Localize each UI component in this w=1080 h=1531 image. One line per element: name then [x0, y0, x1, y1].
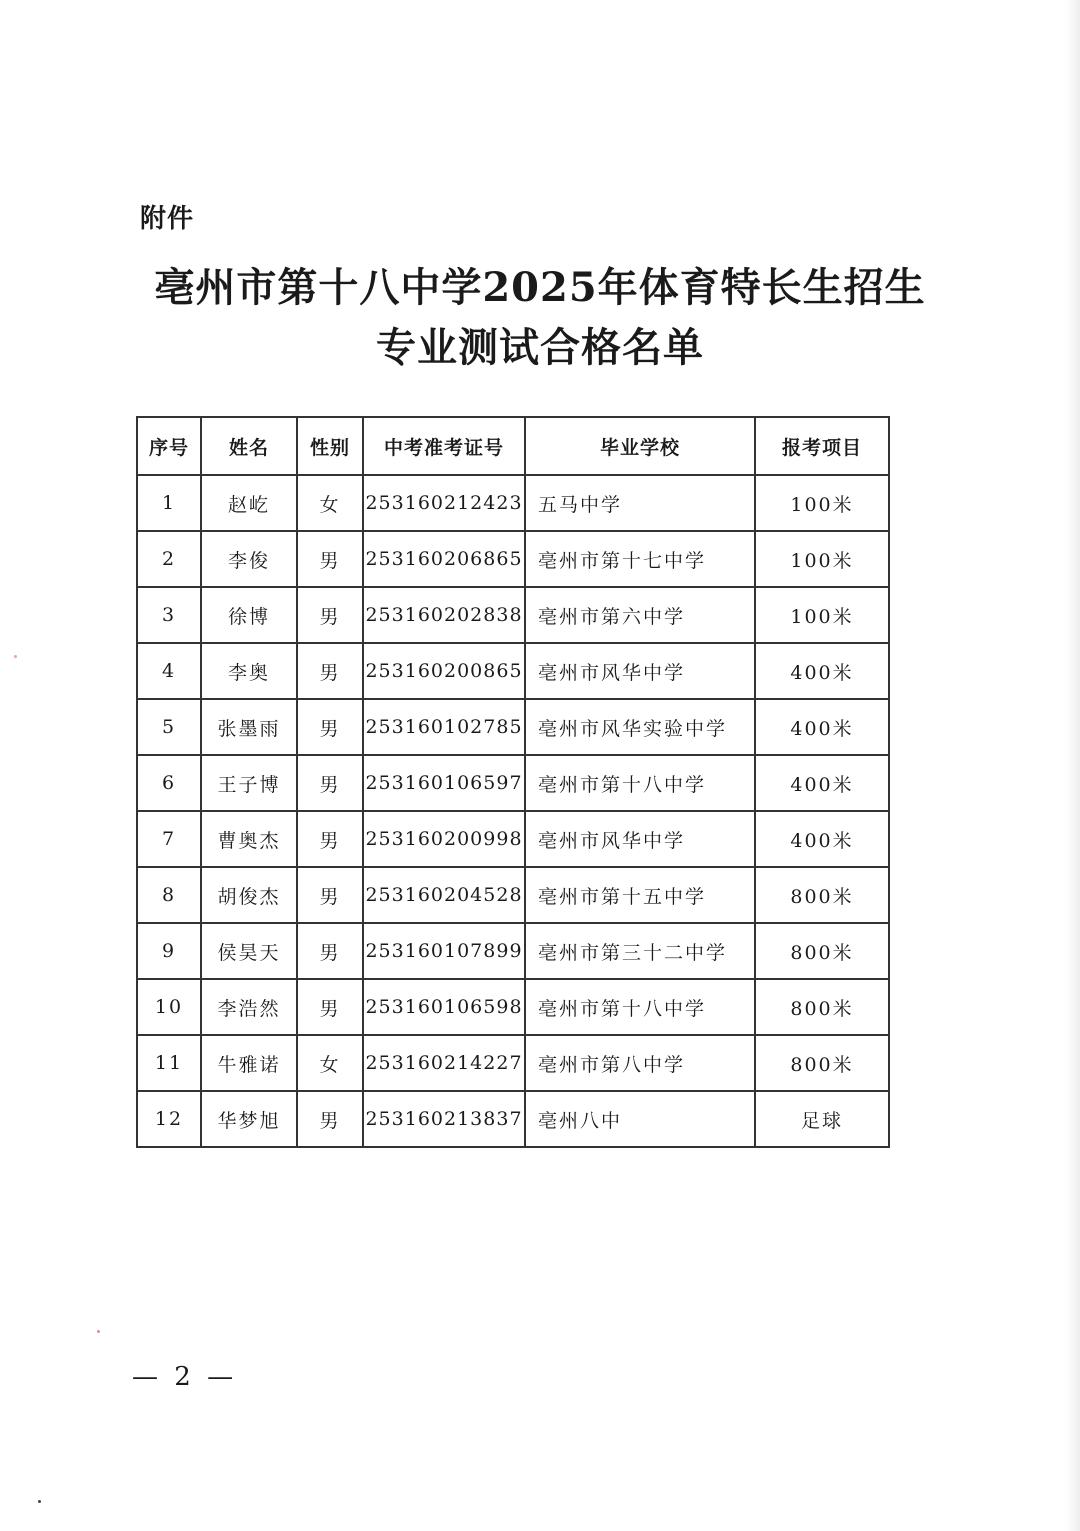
cell-index: 7 [137, 811, 201, 867]
cell-gender: 男 [297, 867, 363, 923]
cell-event: 足球 [755, 1091, 889, 1147]
cell-exam-id: 253160200865 [363, 643, 525, 699]
page-number: — 2 — [132, 1362, 238, 1392]
cell-gender: 男 [297, 643, 363, 699]
cell-exam-id: 253160102785 [363, 699, 525, 755]
table-row [137, 811, 889, 867]
cell-school: 亳州市第十七中学 [525, 531, 755, 587]
table-row [137, 1035, 889, 1091]
cell-index: 4 [137, 643, 201, 699]
cell-index: 5 [137, 699, 201, 755]
cell-gender: 男 [297, 531, 363, 587]
attachment-label: 附件 [140, 204, 195, 234]
page-edge-shadow [1066, 0, 1080, 1531]
table-row [137, 755, 889, 811]
cell-gender: 女 [297, 475, 363, 531]
cell-name: 李浩然 [201, 979, 297, 1035]
cell-index: 12 [137, 1091, 201, 1147]
cell-name: 张墨雨 [201, 699, 297, 755]
cell-gender: 男 [297, 587, 363, 643]
cell-exam-id: 253160206865 [363, 531, 525, 587]
scan-speck [38, 1500, 41, 1503]
cell-event: 800米 [755, 867, 889, 923]
cell-event: 800米 [755, 923, 889, 979]
cell-index: 6 [137, 755, 201, 811]
cell-gender: 女 [297, 1035, 363, 1091]
cell-event: 400米 [755, 643, 889, 699]
cell-school: 亳州市第三十二中学 [525, 923, 755, 979]
cell-index: 10 [137, 979, 201, 1035]
cell-name: 牛雅诺 [201, 1035, 297, 1091]
header-name: 姓名 [201, 417, 297, 475]
cell-gender: 男 [297, 755, 363, 811]
cell-school: 亳州市第六中学 [525, 587, 755, 643]
cell-event: 400米 [755, 811, 889, 867]
cell-name: 李奥 [201, 643, 297, 699]
cell-school: 五马中学 [525, 475, 755, 531]
table-header-row [137, 417, 889, 475]
cell-index: 2 [137, 531, 201, 587]
cell-name: 曹奥杰 [201, 811, 297, 867]
scan-speck [97, 1330, 100, 1333]
cell-exam-id: 253160200998 [363, 811, 525, 867]
cell-exam-id: 253160214227 [363, 1035, 525, 1091]
cell-exam-id: 253160107899 [363, 923, 525, 979]
cell-event: 400米 [755, 699, 889, 755]
document-title: 亳州市第十八中学2025年体育特长生招生 [154, 264, 926, 311]
cell-school: 亳州市风华中学 [525, 811, 755, 867]
cell-school: 亳州市第十五中学 [525, 867, 755, 923]
cell-school: 亳州市第十八中学 [525, 979, 755, 1035]
cell-name: 李俊 [201, 531, 297, 587]
cell-school: 亳州市第十八中学 [525, 755, 755, 811]
cell-index: 1 [137, 475, 201, 531]
qualified-students-table [136, 416, 890, 1148]
cell-exam-id: 253160106598 [363, 979, 525, 1035]
cell-exam-id: 253160204528 [363, 867, 525, 923]
header-gender: 性别 [297, 417, 363, 475]
cell-school: 亳州市风华中学 [525, 643, 755, 699]
table-row [137, 643, 889, 699]
cell-index: 3 [137, 587, 201, 643]
cell-event: 100米 [755, 587, 889, 643]
cell-name: 侯昊天 [201, 923, 297, 979]
cell-event: 800米 [755, 1035, 889, 1091]
table-row [137, 475, 889, 531]
cell-exam-id: 253160213837 [363, 1091, 525, 1147]
cell-gender: 男 [297, 699, 363, 755]
cell-exam-id: 253160106597 [363, 755, 525, 811]
cell-name: 王子博 [201, 755, 297, 811]
cell-name: 徐博 [201, 587, 297, 643]
table-row [137, 531, 889, 587]
table-row [137, 979, 889, 1035]
cell-school: 亳州市第八中学 [525, 1035, 755, 1091]
cell-gender: 男 [297, 1091, 363, 1147]
cell-name: 赵屹 [201, 475, 297, 531]
header-school: 毕业学校 [525, 417, 755, 475]
cell-exam-id: 253160212423 [363, 475, 525, 531]
table-row [137, 699, 889, 755]
header-index: 序号 [137, 417, 201, 475]
cell-index: 11 [137, 1035, 201, 1091]
header-event: 报考项目 [755, 417, 889, 475]
cell-gender: 男 [297, 923, 363, 979]
cell-index: 8 [137, 867, 201, 923]
cell-name: 胡俊杰 [201, 867, 297, 923]
scan-speck [14, 655, 17, 658]
cell-gender: 男 [297, 811, 363, 867]
cell-event: 800米 [755, 979, 889, 1035]
document-subtitle: 专业测试合格名单 [376, 324, 704, 371]
table-row [137, 923, 889, 979]
cell-event: 100米 [755, 475, 889, 531]
table-row [137, 587, 889, 643]
cell-gender: 男 [297, 979, 363, 1035]
cell-index: 9 [137, 923, 201, 979]
cell-school: 亳州八中 [525, 1091, 755, 1147]
cell-event: 100米 [755, 531, 889, 587]
table-row [137, 867, 889, 923]
header-exam-id: 中考准考证号 [363, 417, 525, 475]
cell-school: 亳州市风华实验中学 [525, 699, 755, 755]
cell-name: 华梦旭 [201, 1091, 297, 1147]
cell-event: 400米 [755, 755, 889, 811]
table-row [137, 1091, 889, 1147]
cell-exam-id: 253160202838 [363, 587, 525, 643]
